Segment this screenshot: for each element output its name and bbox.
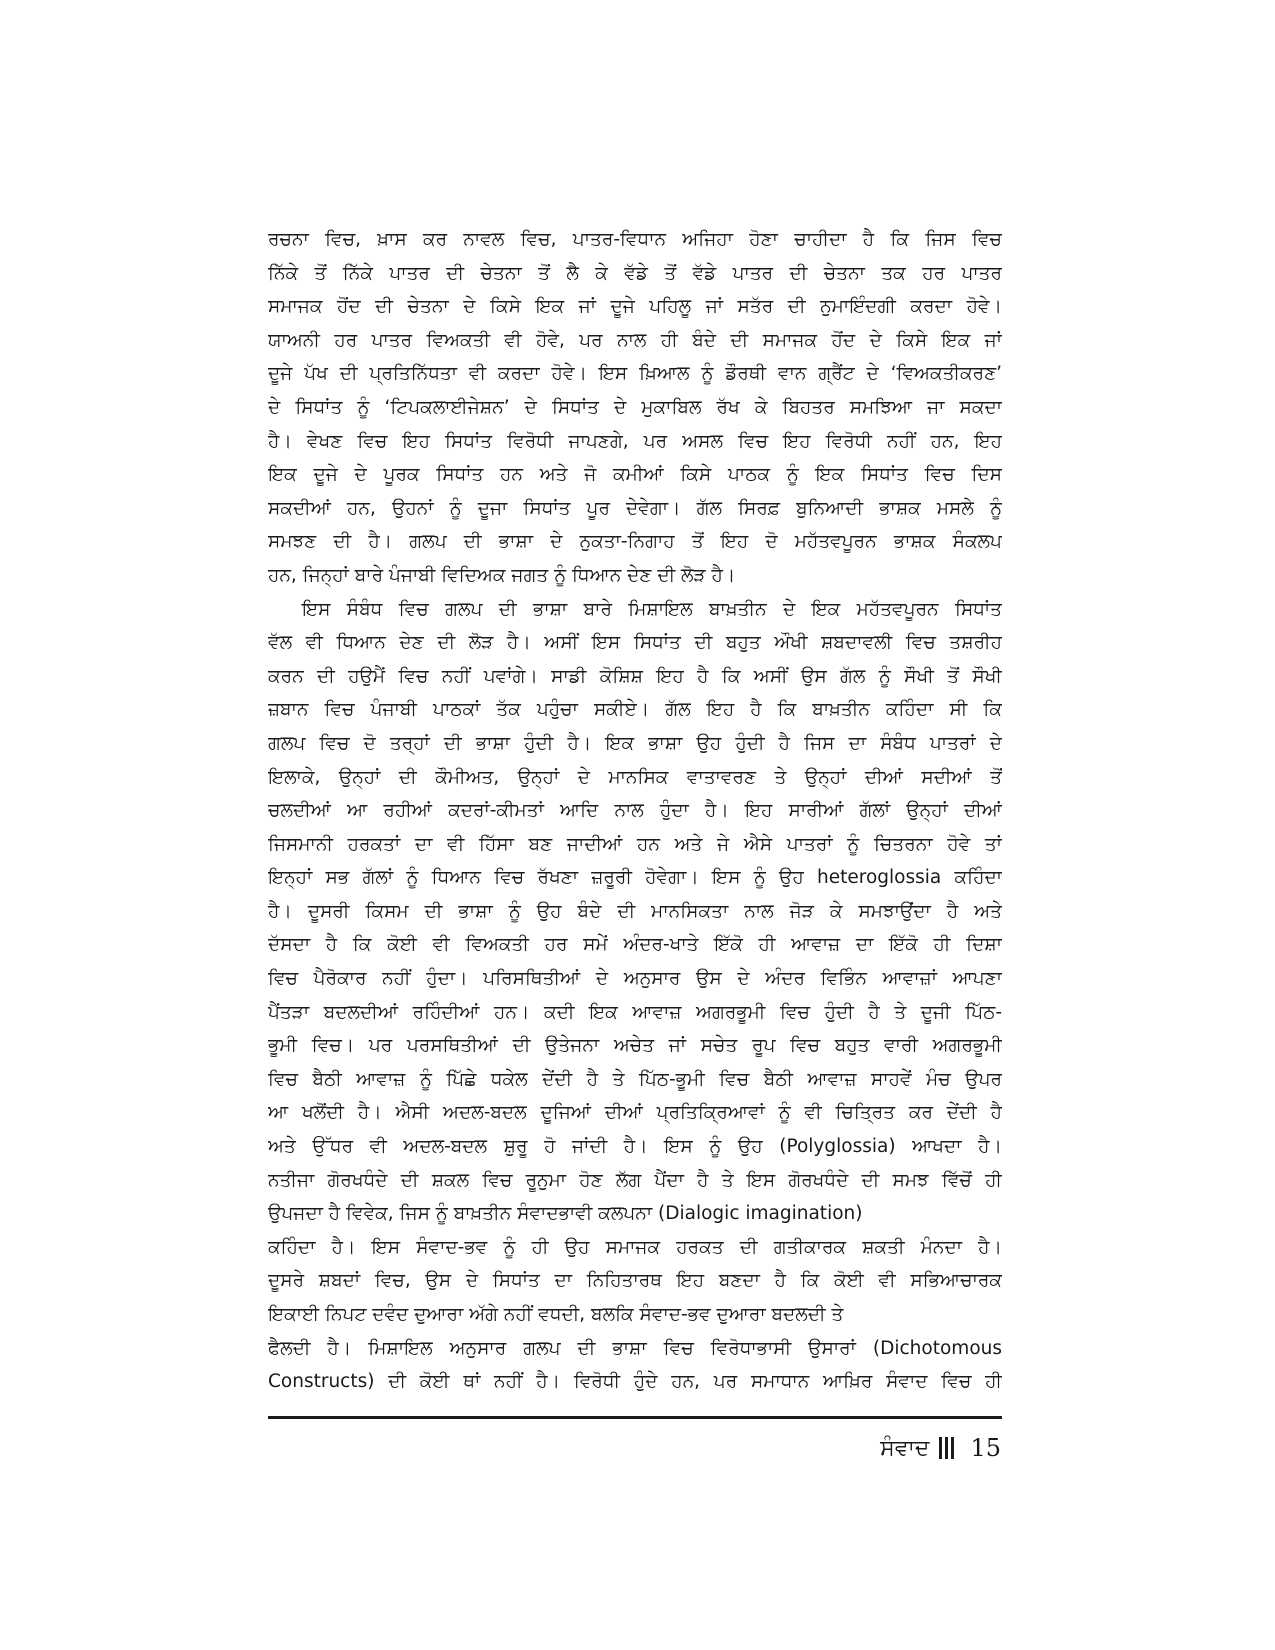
separator-bars-icon (939, 1436, 954, 1460)
footer-divider (268, 1416, 1002, 1419)
text-line: ਇਸ ਸੰਬੰਧ ਵਿਚ ਗਲਪ ਦੀ ਭਾਸ਼ਾ ਬਾਰੇ ਮਿਸ਼ਾਇਲ ਬਾਖ਼ਤੀਨ ਦੇ ਇਕ ਮਹੱਤਵਪੂਰਨ ਸਿਧਾਂਤ (302, 598, 1002, 620)
text-line: ਚਲਦੀਆਂ ਆ ਰਹੀਆਂ ਕਦਰਾਂ-ਕੀਮਤਾਂ ਆਦਿ ਨਾਲ ਹੁੰਦਾ ਹੈ। ਇਹ ਸਾਰੀਆਂ ਗੱਲਾਂ ਉਨ੍ਹਾਂ ਦੀਆਂ (268, 800, 1002, 822)
text-line: ਵਿਚ ਪੈਰੋਕਾਰ ਨਹੀਂ ਹੁੰਦਾ। ਪਰਿਸਥਿਤੀਆਂ ਦੇ ਅਨੁਸਾਰ ਉਸ ਦੇ ਅੰਦਰ ਵਿਭਿੰਨ ਆਵਾਜ਼ਾਂ ਆਪਣਾ (268, 968, 1002, 990)
text-line: ਇਲਾਕੇ, ਉਨ੍ਹਾਂ ਦੀ ਕੌਮੀਅਤ, ਉਨ੍ਹਾਂ ਦੇ ਮਾਨਸਿਕ ਵਾਤਾਵਰਣ ਤੇ ਉਨ੍ਹਾਂ ਦੀਆਂ ਸਦੀਆਂ ਤੋਂ (268, 766, 1002, 788)
text-line: ਉਪਜਦਾ ਹੈ ਵਿਵੇਕ, ਜਿਸ ਨੂੰ ਬਾਖ਼ਤੀਨ ਸੰਵਾਦਭਾਵੀ ਕਲਪਨਾ (Dialogic imagination) (268, 1203, 863, 1225)
text-line: ਦੂਸਰੇ ਸ਼ਬਦਾਂ ਵਿਚ, ਉਸ ਦੇ ਸਿਧਾਂਤ ਦਾ ਨਿਹਿਤਾਰਥ ਇਹ ਬਣਦਾ ਹੈ ਕਿ ਕੋਈ ਵੀ ਸਭਿਆਚਾਰਕ (268, 1270, 1002, 1292)
text-line: ਇਕ ਦੂਜੇ ਦੇ ਪੂਰਕ ਸਿਧਾਂਤ ਹਨ ਅਤੇ ਜੋ ਕਮੀਆਂ ਕਿਸੇ ਪਾਠਕ ਨੂੰ ਇਕ ਸਿਧਾਂਤ ਵਿਚ ਦਿਸ (268, 464, 1002, 486)
text-line: ਯਾਅਨੀ ਹਰ ਪਾਤਰ ਵਿਅਕਤੀ ਵੀ ਹੋਵੇ, ਪਰ ਨਾਲ ਹੀ ਬੰਦੇ ਦੀ ਸਮਾਜਕ ਹੋਂਦ ਦੇ ਕਿਸੇ ਇਕ ਜਾਂ (268, 329, 1002, 351)
text-line: ਦੱਸਦਾ ਹੈ ਕਿ ਕੋਈ ਵੀ ਵਿਅਕਤੀ ਹਰ ਸਮੇਂ ਅੰਦਰ-ਖਾਤੇ ਇੱਕੋ ਹੀ ਆਵਾਜ਼ ਦਾ ਇੱਕੋ ਹੀ ਦਿਸ਼ਾ (268, 934, 1002, 956)
text-line: ਨਿੱਕੇ ਤੋਂ ਨਿੱਕੇ ਪਾਤਰ ਦੀ ਚੇਤਨਾ ਤੋਂ ਲੈ ਕੇ ਵੱਡੇ ਤੋਂ ਵੱਡੇ ਪਾਤਰ ਦੀ ਚੇਤਨਾ ਤਕ ਹਰ ਪਾਤਰ (268, 262, 1002, 284)
text-line: ਦੂਜੇ ਪੱਖ ਦੀ ਪ੍ਰਤਿਨਿੱਧਤਾ ਵੀ ਕਰਦਾ ਹੋਵੇ। ਇਸ ਖ਼ਿਆਲ ਨੂੰ ਡੌਰਥੀ ਵਾਨ ਗ੍ਰੈਂਟ ਦੇ ‘ਵਿਅਕਤੀਕਰਣ’ (268, 363, 1002, 385)
text-line: ਵਿਚ ਬੈਠੀ ਆਵਾਜ਼ ਨੂੰ ਪਿੱਛੇ ਧਕੇਲ ਦੇਂਦੀ ਹੈ ਤੇ ਪਿੱਠ-ਭੂਮੀ ਵਿਚ ਬੈਠੀ ਆਵਾਜ਼ ਸਾਹਵੇਂ ਮੰਚ ਉਪਰ (268, 1068, 1002, 1090)
page-footer (880, 1428, 1001, 1468)
text-line: ਦੇ ਸਿਧਾਂਤ ਨੂੰ ‘ਟਿਪਕਲਾਈਜੇਸ਼ਨ’ ਦੇ ਸਿਧਾਂਤ ਦੇ ਮੁਕਾਬਿਲ ਰੱਖ ਕੇ ਬਿਹਤਰ ਸਮਝਿਆ ਜਾ ਸਕਦਾ (268, 396, 1002, 418)
text-line: ਸਮਝਣ ਦੀ ਹੈ। ਗਲਪ ਦੀ ਭਾਸ਼ਾ ਦੇ ਨੁਕਤਾ-ਨਿਗਾਹ ਤੋਂ ਇਹ ਦੋ ਮਹੱਤਵਪੂਰਨ ਭਾਸ਼ਕ ਸੰਕਲਪ (268, 531, 1002, 553)
text-line: ਸਕਦੀਆਂ ਹਨ, ਉਹਨਾਂ ਨੂੰ ਦੂਜਾ ਸਿਧਾਂਤ ਪੂਰ ਦੇਵੇਗਾ। ਗੱਲ ਸਿਰਫ਼ ਬੁਨਿਆਦੀ ਭਾਸ਼ਕ ਮਸਲੇ ਨੂੰ (268, 497, 1002, 519)
text-line: ਪੈਂਤੜਾ ਬਦਲਦੀਆਂ ਰਹਿੰਦੀਆਂ ਹਨ। ਕਦੀ ਇਕ ਆਵਾਜ਼ ਅਗਰਭੂਮੀ ਵਿਚ ਹੁੰਦੀ ਹੈ ਤੇ ਦੂਜੀ ਪਿੱਠ- (268, 1001, 1002, 1023)
text-line: ਜਿਸਮਾਨੀ ਹਰਕਤਾਂ ਦਾ ਵੀ ਹਿੱਸਾ ਬਣ ਜਾਦੀਆਂ ਹਨ ਅਤੇ ਜੇ ਐਸੇ ਪਾਤਰਾਂ ਨੂੰ ਚਿਤਰਨਾ ਹੋਵੇ ਤਾਂ (268, 833, 1002, 855)
text-line: ਨਤੀਜਾ ਗੋਰਖਧੰਦੇ ਦੀ ਸ਼ਕਲ ਵਿਚ ਰੂਨੁਮਾ ਹੋਣ ਲੱਗ ਪੈਂਦਾ ਹੈ ਤੇ ਇਸ ਗੋਰਖਧੰਦੇ ਦੀ ਸਮਝ ਵਿੱਚੋਂ ਹੀ (268, 1169, 1002, 1191)
text-line: ਕਰਨ ਦੀ ਹਉਮੈਂ ਵਿਚ ਨਹੀਂ ਪਵਾਂਗੇ। ਸਾਡੀ ਕੋਸ਼ਿਸ਼ ਇਹ ਹੈ ਕਿ ਅਸੀਂ ਉਸ ਗੱਲ ਨੂੰ ਸੌਖੀ ਤੋਂ ਸੌਖੀ (268, 665, 1002, 687)
text-line: ਇਨ੍ਹਾਂ ਸਭ ਗੱਲਾਂ ਨੂੰ ਧਿਆਨ ਵਿਚ ਰੱਖਣਾ ਜ਼ਰੂਰੀ ਹੋਵੇਗਾ। ਇਸ ਨੂੰ ਉਹ heteroglossia ਕਹਿੰਦਾ (268, 867, 1002, 889)
journal-name: ਸੰਵਾਦ (880, 1435, 930, 1461)
text-line: ਹੈ। ਦੂਸਰੀ ਕਿਸਮ ਦੀ ਭਾਸ਼ਾ ਨੂੰ ਉਹ ਬੰਦੇ ਦੀ ਮਾਨਸਿਕਤਾ ਨਾਲ ਜੋੜ ਕੇ ਸਮਝਾਉਂਦਾ ਹੈ ਅਤੇ (268, 900, 1002, 922)
page-number: 15 (970, 1434, 1001, 1462)
paragraph (268, 223, 1002, 593)
text-line: ਫੈਲਦੀ ਹੈ। ਮਿਸ਼ਾਇਲ ਅਨੁਸਾਰ ਗਲਪ ਦੀ ਭਾਸ਼ਾ ਵਿਚ ਵਿਰੋਧਾਭਾਸੀ ਉਸਾਰਾਂ (Dichotomous (268, 1337, 1002, 1359)
text-line: ਰਚਨਾ ਵਿਚ, ਖ਼ਾਸ ਕਰ ਨਾਵਲ ਵਿਚ, ਪਾਤਰ-ਵਿਧਾਨ ਅਜਿਹਾ ਹੋਣਾ ਚਾਹੀਦਾ ਹੈ ਕਿ ਜਿਸ ਵਿਚ (268, 229, 1002, 250)
paragraph (268, 593, 1002, 1399)
text-line: ਅਤੇ ਉੱਧਰ ਵੀ ਅਦਲ-ਬਦਲ ਸ਼ੁਰੂ ਹੋ ਜਾਂਦੀ ਹੈ। ਇਸ ਨੂੰ ਉਹ (Polyglossia) ਆਖਦਾ ਹੈ। (268, 1136, 1002, 1158)
text-line: ਇਕਾਈ ਨਿਪਟ ਦਵੰਦ ਦੁਆਰਾ ਅੱਗੇ ਨਹੀਂ ਵਧਦੀ, ਬਲਕਿ ਸੰਵਾਦ-ਭਵ ਦੁਆਰਾ ਬਦਲਦੀ ਤੇ (268, 1304, 844, 1325)
text-line: ਭੂਮੀ ਵਿਚ। ਪਰ ਪਰਸਥਿਤੀਆਂ ਦੀ ਉਤੇਜਨਾ ਅਚੇਤ ਜਾਂ ਸਚੇਤ ਰੂਪ ਵਿਚ ਬਹੁਤ ਵਾਰੀ ਅਗਰਭੂਮੀ (268, 1035, 1002, 1057)
page-body (268, 223, 1002, 1399)
text-line: ਆ ਖਲੋਂਦੀ ਹੈ। ਐਸੀ ਅਦਲ-ਬਦਲ ਦੂਜਿਆਂ ਦੀਆਂ ਪ੍ਰਤਿਕ੍ਰਿਆਵਾਂ ਨੂੰ ਵੀ ਚਿਤ੍ਰਿਤ ਕਰ ਦੇਂਦੀ ਹੈ (268, 1102, 1002, 1124)
text-line: ਸਮਾਜਕ ਹੋਂਦ ਦੀ ਚੇਤਨਾ ਦੇ ਕਿਸੇ ਇਕ ਜਾਂ ਦੂਜੇ ਪਹਿਲੂ ਜਾਂ ਸਤੱਰ ਦੀ ਨੁਮਾਇੰਦਗੀ ਕਰਦਾ ਹੋਵੇ। (268, 296, 1002, 318)
text-line: ਵੱਲ ਵੀ ਧਿਆਨ ਦੇਣ ਦੀ ਲੋੜ ਹੈ। ਅਸੀਂ ਇਸ ਸਿਧਾਂਤ ਦੀ ਬਹੁਤ ਔਖੀ ਸ਼ਬਦਾਵਲੀ ਵਿਚ ਤਸ਼ਰੀਹ (268, 632, 1002, 654)
text-line: ਗਲਪ ਵਿਚ ਦੋ ਤਰ੍ਹਾਂ ਦੀ ਭਾਸ਼ਾ ਹੁੰਦੀ ਹੈ। ਇਕ ਭਾਸ਼ਾ ਉਹ ਹੁੰਦੀ ਹੈ ਜਿਸ ਦਾ ਸੰਬੰਧ ਪਾਤਰਾਂ ਦੇ (268, 732, 1002, 754)
text-line: ਹੈ। ਵੇਖਣ ਵਿਚ ਇਹ ਸਿਧਾਂਤ ਵਿਰੋਧੀ ਜਾਪਣਗੇ, ਪਰ ਅਸਲ ਵਿਚ ਇਹ ਵਿਰੋਧੀ ਨਹੀਂ ਹਨ, ਇਹ (268, 430, 1002, 452)
text-line: Constructs) ਦੀ ਕੋਈ ਥਾਂ ਨਹੀਂ ਹੈ। ਵਿਰੋਧੀ ਹੁੰਦੇ ਹਨ, ਪਰ ਸਮਾਧਾਨ ਆਖ਼ਿਰ ਸੰਵਾਦ ਵਿਚ ਹੀ (268, 1371, 1002, 1393)
text-line: ਜ਼ਬਾਨ ਵਿਚ ਪੰਜਾਬੀ ਪਾਠਕਾਂ ਤੱਕ ਪਹੁੰਚਾ ਸਕੀਏ। ਗੱਲ ਇਹ ਹੈ ਕਿ ਬਾਖ਼ਤੀਨ ਕਹਿੰਦਾ ਸੀ ਕਿ (268, 699, 1002, 721)
text-line: ਹਨ, ਜਿਨ੍ਹਾਂ ਬਾਰੇ ਪੰਜਾਬੀ ਵਿਦਿਅਕ ਜਗਤ ਨੂੰ ਧਿਆਨ ਦੇਣ ਦੀ ਲੋੜ ਹੈ। (268, 564, 736, 586)
text-line: ਕਹਿੰਦਾ ਹੈ। ਇਸ ਸੰਵਾਦ-ਭਵ ਨੂੰ ਹੀ ਉਹ ਸਮਾਜਕ ਹਰਕਤ ਦੀ ਗਤੀਕਾਰਕ ਸ਼ਕਤੀ ਮੰਨਦਾ ਹੈ। (268, 1236, 1002, 1258)
